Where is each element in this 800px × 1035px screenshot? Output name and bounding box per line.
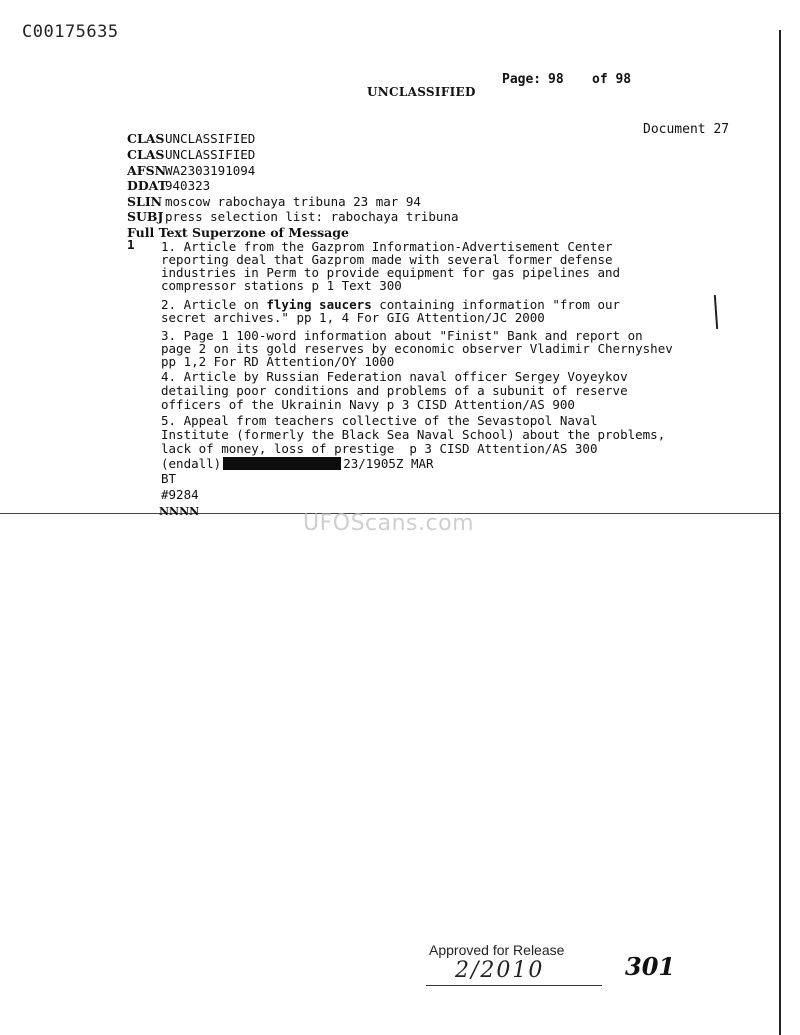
body-line: 4. Article by Russian Federation naval officer Sergey Voyeykov bbox=[161, 369, 628, 384]
body-line: 1. Article from the Gazprom Information-Advertisement Center bbox=[161, 239, 613, 254]
body-text: 2. Article on bbox=[161, 297, 267, 312]
field-row bbox=[127, 179, 210, 192]
body-line: #9284 bbox=[161, 487, 199, 502]
body-line: 5. Appeal from teachers collective of the Sevastopol Naval bbox=[161, 413, 598, 428]
body-line: Institute (formerly the Black Sea Naval School) about the problems, bbox=[161, 427, 666, 442]
field-row bbox=[127, 164, 255, 177]
approval-underline bbox=[426, 985, 602, 986]
classification-header: UNCLASSIFIED bbox=[367, 85, 476, 99]
document-id: C00175635 bbox=[22, 22, 119, 42]
handwritten-number: 301 bbox=[625, 952, 676, 981]
body-line: compressor stations p 1 Text 300 bbox=[161, 278, 402, 293]
page-number: 98 bbox=[548, 72, 564, 87]
full-text-label: Full Text Superzone of Message bbox=[127, 225, 349, 240]
field-value: moscow rabochaya tribuna 23 mar 94 bbox=[165, 194, 421, 209]
field-value: UNCLASSIFIED bbox=[165, 147, 256, 162]
body-line bbox=[161, 457, 434, 470]
field-key: SUBJ bbox=[127, 209, 164, 224]
field-row bbox=[127, 148, 255, 161]
field-value: press selection list: rabochaya tribuna bbox=[165, 209, 459, 224]
document-number: Document 27 bbox=[643, 122, 730, 137]
field-key: CLAS bbox=[127, 147, 165, 162]
field-key: DDAT bbox=[127, 178, 167, 193]
field-value: WA2303191094 bbox=[165, 163, 256, 178]
dtg-text: 23/1905Z MAR bbox=[343, 456, 434, 471]
body-line: BT bbox=[161, 471, 177, 486]
field-value: 940323 bbox=[165, 178, 211, 193]
endall-text: (endall) bbox=[161, 456, 222, 471]
body-line: lack of money, loss of prestige p 3 CISD Attention/AS 300 bbox=[161, 441, 598, 456]
field-value: UNCLASSIFIED bbox=[165, 131, 256, 146]
item-number: 1 bbox=[127, 237, 135, 252]
page-total: of 98 bbox=[592, 72, 632, 87]
highlight-text: flying saucers bbox=[266, 297, 372, 312]
watermark: UFOScans.com bbox=[303, 511, 474, 536]
body-line: 3. Page 1 100-word information about "Finist" Bank and report on bbox=[161, 328, 643, 343]
redaction-block bbox=[223, 457, 341, 470]
field-key: AFSN bbox=[127, 163, 167, 178]
body-line: reporting deal that Gazprom made with several former defense bbox=[161, 252, 613, 267]
field-row bbox=[127, 195, 421, 208]
field-key: SLIN bbox=[127, 194, 163, 209]
end-marker: NNNN bbox=[159, 505, 200, 518]
page-edge-line bbox=[779, 30, 781, 1035]
approval-label: Approved for Release bbox=[429, 942, 565, 958]
field-row bbox=[127, 210, 459, 223]
body-line: page 2 on its gold reserves by economic observer Vladimir Chernyshev bbox=[161, 341, 673, 356]
field-key: CLAS bbox=[127, 131, 165, 146]
body-line: industries in Perm to provide equipment for gas pipelines and bbox=[161, 265, 621, 280]
approval-date: 2/2010 bbox=[455, 958, 545, 983]
body-line: detailing poor conditions and problems of a subunit of reserve bbox=[161, 383, 628, 398]
margin-mark bbox=[714, 295, 718, 329]
body-line: secret archives." pp 1, 4 For GIG Attention/JC 2000 bbox=[161, 310, 545, 325]
body-line: officers of the Ukrainin Navy p 3 CISD Attention/AS 900 bbox=[161, 397, 575, 412]
field-row bbox=[127, 132, 255, 145]
body-text: containing information "from our bbox=[371, 297, 621, 312]
body-line: pp 1,2 For RD Attention/OY 1000 bbox=[161, 354, 395, 369]
page-label: Page: bbox=[502, 72, 542, 87]
